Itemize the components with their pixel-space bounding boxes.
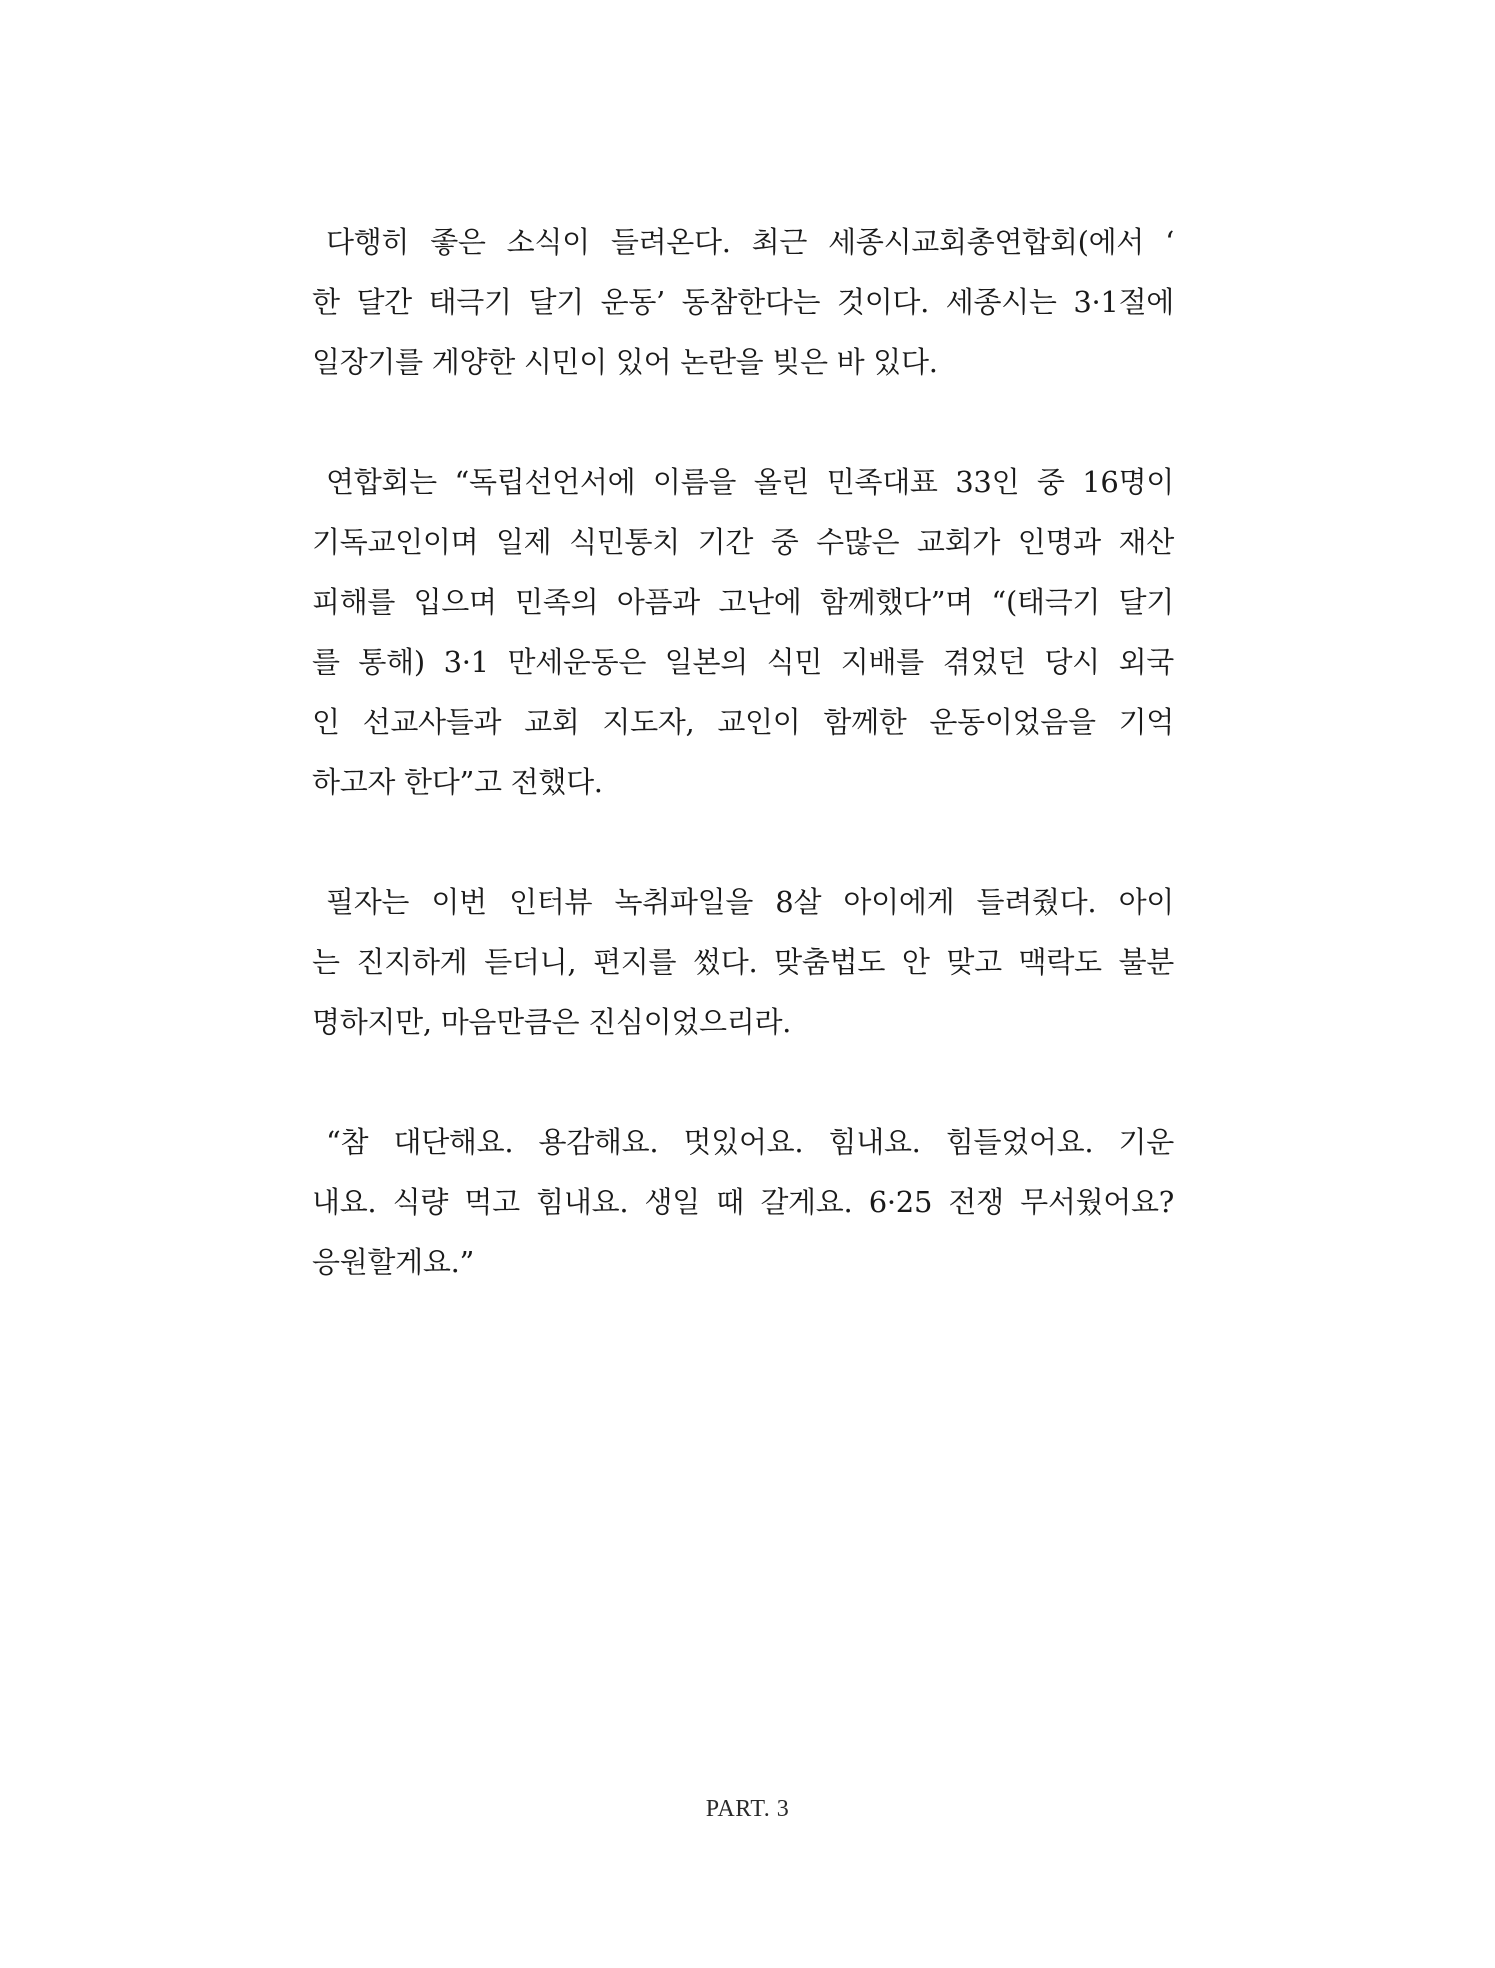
text-line: 응원할게요.” <box>312 1245 475 1279</box>
text-line: 하고자 한다”고 전했다. <box>312 765 603 799</box>
body-text <box>312 212 1174 1352</box>
paragraph-association-quote <box>312 452 1174 812</box>
text-line: 내요. 식량 먹고 힘내요. 생일 때 갈게요. 6·25 전쟁 무서웠어요? <box>312 1185 1174 1219</box>
text-line: 인 선교사들과 교회 지도자, 교인이 함께한 운동이었음을 기억 <box>312 705 1174 739</box>
text-line: 는 진지하게 듣더니, 편지를 썼다. 맞춤법도 안 맞고 맥락도 불분 <box>312 945 1174 979</box>
page-footer-section-label: PART. 3 <box>705 1796 790 1822</box>
text-line: “참 대단해요. 용감해요. 멋있어요. 힘내요. 힘들었어요. 기운 <box>326 1125 1174 1159</box>
text-line: 다행히 좋은 소식이 들려온다. 최근 세종시교회총연합회(에서 ‘ <box>326 225 1174 259</box>
paragraph-letter-quote <box>312 1112 1174 1292</box>
text-line: 피해를 입으며 민족의 아픔과 고난에 함께했다”며 “(태극기 달기 <box>312 585 1174 619</box>
text-line: 한 달간 태극기 달기 운동’ 동참한다는 것이다. 세종시는 3·1절에 <box>312 285 1174 319</box>
text-line: 명하지만, 마음만큼은 진심이었으리라. <box>312 1005 792 1039</box>
paragraph-good-news <box>312 212 1174 392</box>
text-line: 일장기를 게양한 시민이 있어 논란을 빚은 바 있다. <box>312 345 938 379</box>
text-line: 필자는 이번 인터뷰 녹취파일을 8살 아이에게 들려줬다. 아이 <box>326 885 1174 919</box>
paragraph-child-letter <box>312 872 1174 1052</box>
text-line: 연합회는 “독립선언서에 이름을 올린 민족대표 33인 중 16명이 <box>326 465 1174 499</box>
text-line: 기독교인이며 일제 식민통치 기간 중 수많은 교회가 인명과 재산 <box>312 525 1174 559</box>
text-line: 를 통해) 3·1 만세운동은 일본의 식민 지배를 겪었던 당시 외국 <box>312 645 1174 679</box>
